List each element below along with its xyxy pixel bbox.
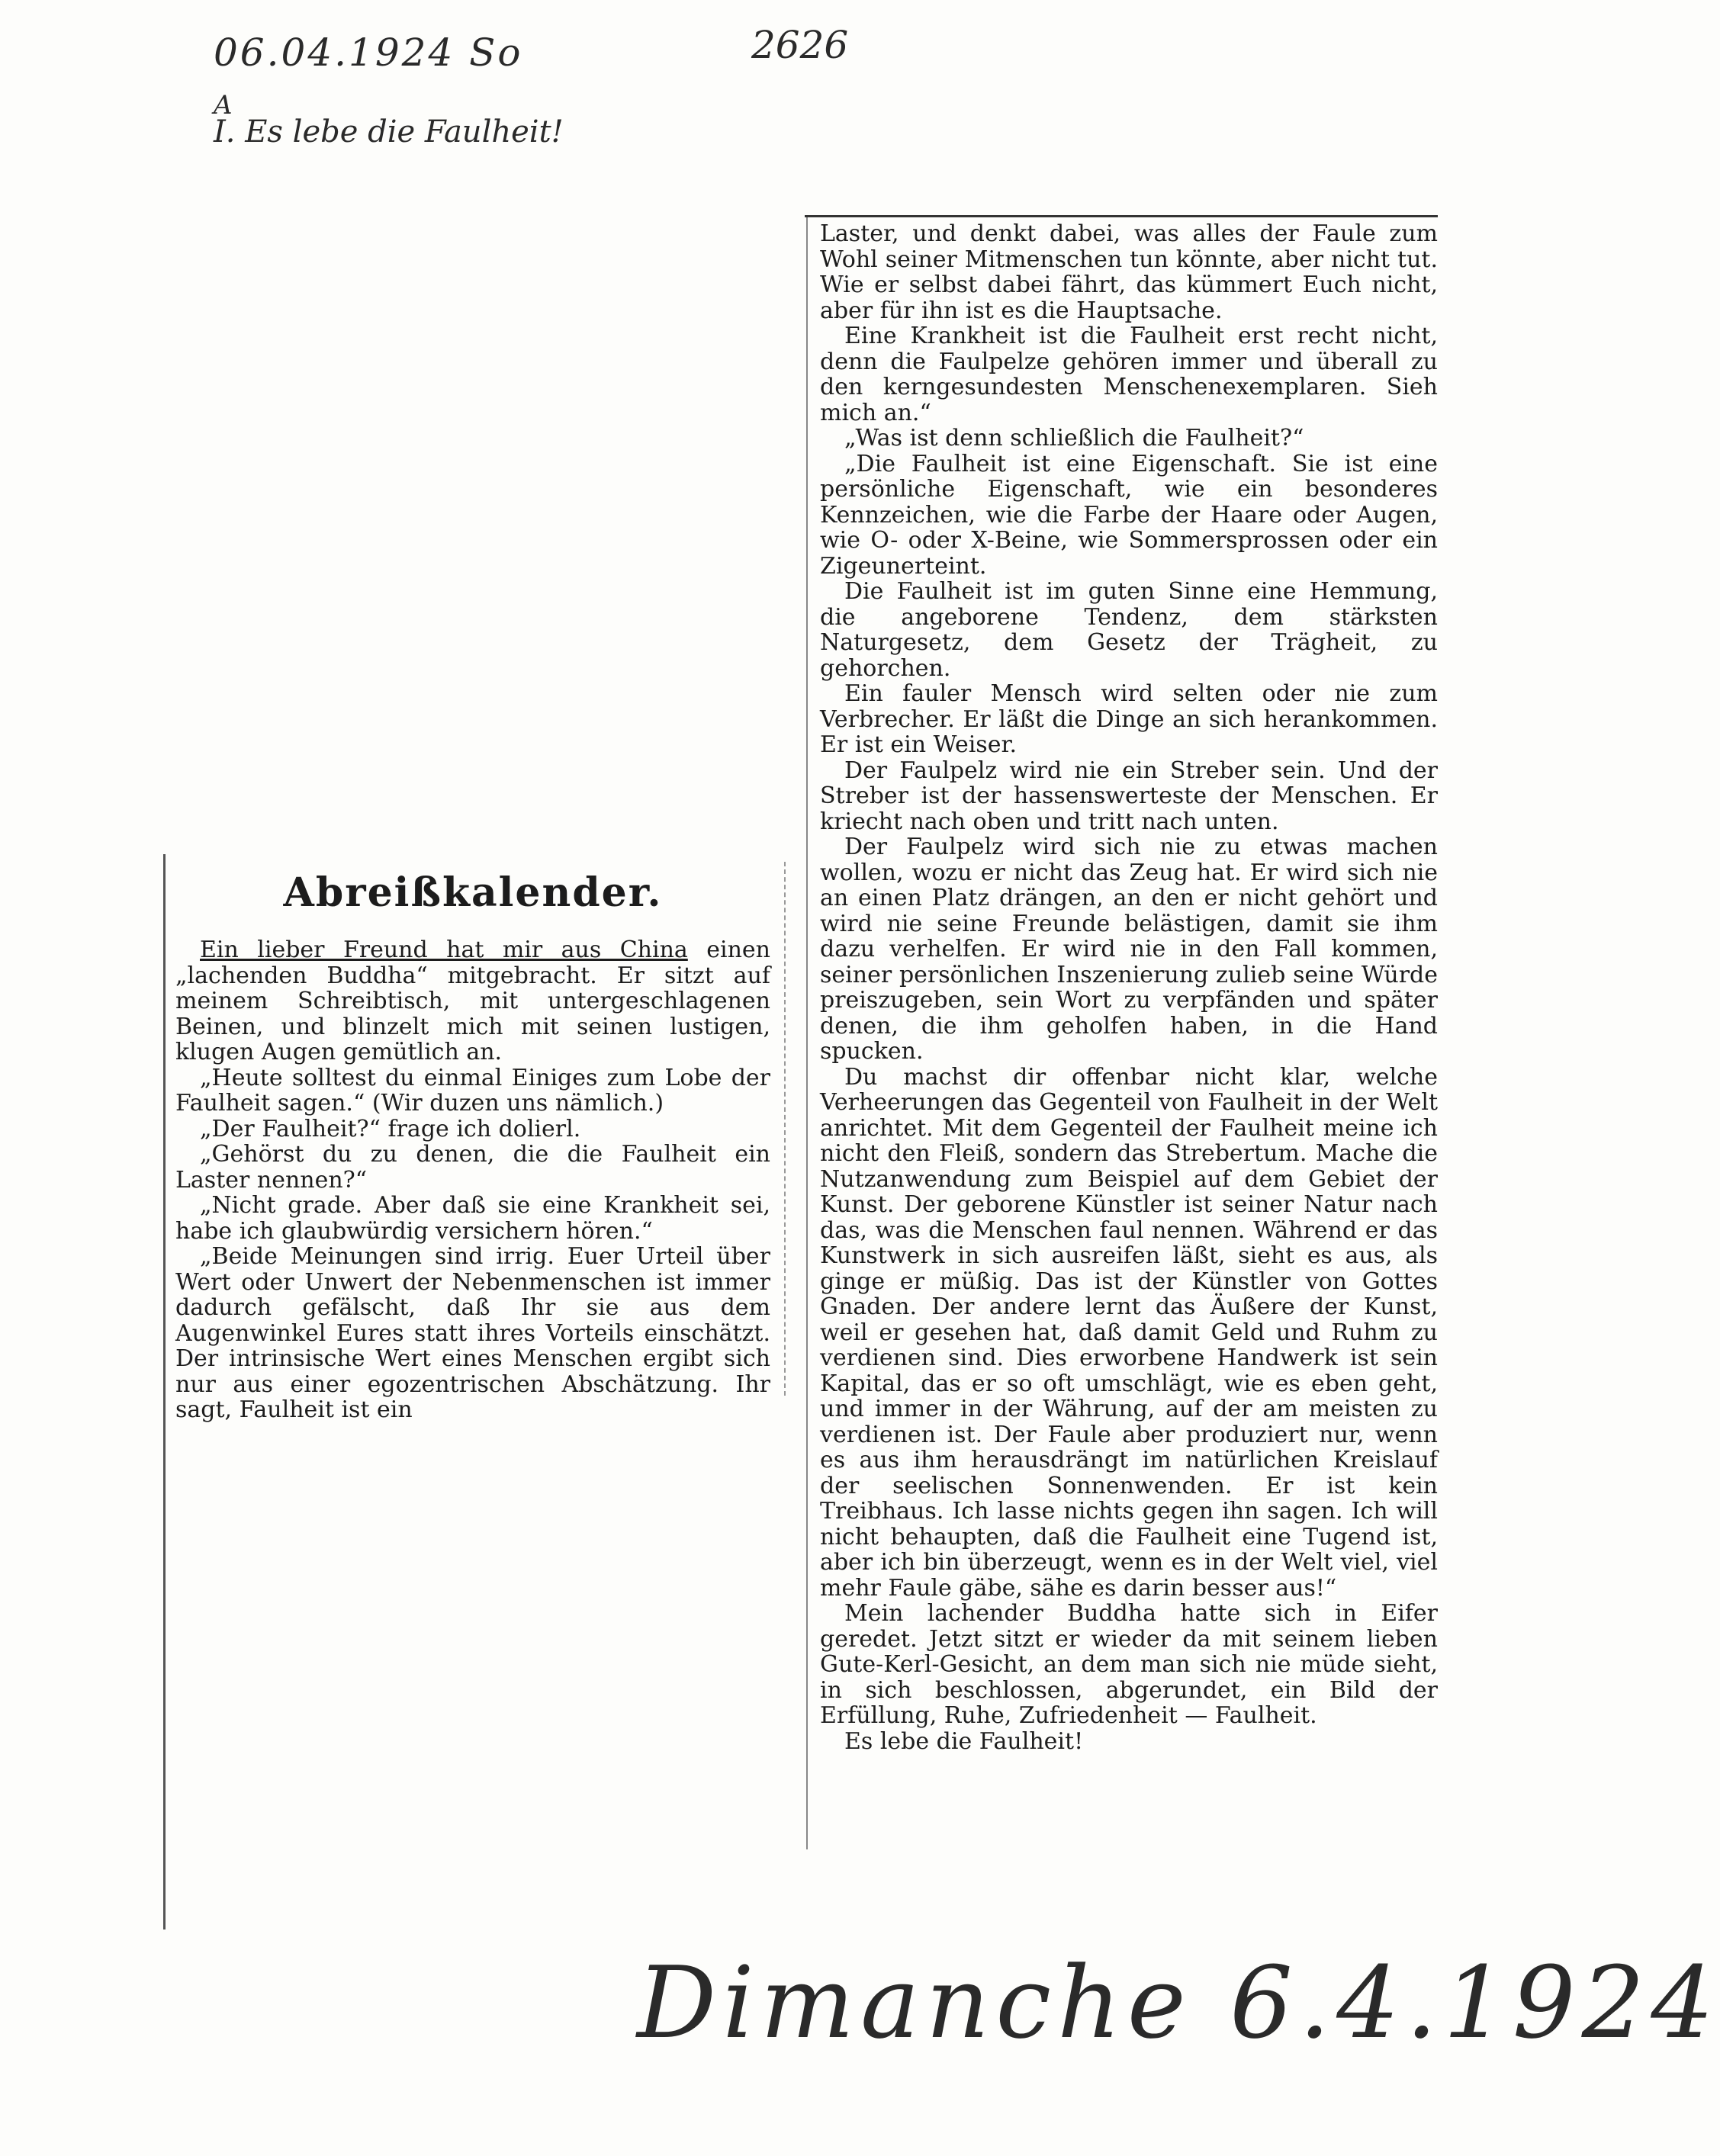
article-paragraph: „Nicht grade. Aber daß sie eine Krankheit sei, habe ich glaubwürdig versichern hören.“ bbox=[175, 1192, 770, 1245]
column-rule bbox=[805, 215, 1438, 217]
paragraph-text: einen „lachenden Buddha“ mitgebracht. Er sitzt auf meinem Schreibtisch, mit untergeschlagenen Beinen, und blinzelt mich mit seinen lustigen, klugen Augen gemütlich an. bbox=[175, 937, 770, 1065]
handwritten-note: I. Es lebe die Faulheit! bbox=[214, 114, 564, 149]
article-paragraph: Der Faulpelz wird nie ein Streber sein. Und der Streber ist der hassenswerteste der Menschen. Er kriecht nach oben und tritt nach unten. bbox=[820, 757, 1438, 835]
handwritten-date: 06.04.1924 So bbox=[214, 31, 523, 75]
article-lede: Ein lieber Freund hat mir aus China bbox=[200, 937, 688, 963]
article-paragraph: Der Faulpelz wird sich nie zu etwas machen wollen, wozu er nicht das Zeug hat. Er wird sich nie an einen Platz drängen, an den er nicht gehört und wird nie seine Freunde belästigen, damit sie ihm dazu verhelfen. Er wird nie in den Fall kommen, seiner persönlichen Inszenierung zulieb seine Würde preiszugeben, sein Wort zu verpfänden und später denen, die ihm geholfen haben, in die Hand spucken. bbox=[820, 834, 1438, 1065]
left-column-clipping bbox=[175, 862, 770, 1423]
right-column-clipping bbox=[820, 221, 1438, 1754]
handwritten-mark: A bbox=[214, 90, 233, 120]
article-paragraph: Eine Krankheit ist die Faulheit erst recht nicht, denn die Faulpelze gehören immer und überall zu den kerngesundesten Menschenexemplaren. Sieh mich an.“ bbox=[820, 323, 1438, 426]
article-paragraph: „Beide Meinungen sind irrig. Euer Urteil über Wert oder Unwert der Nebenmenschen ist immer dadurch gefälscht, daß Ihr sie aus dem Augenwinkel Eures statt ihres Vorteils einschätzt. Der intrinsische Wert eines Menschen ergibt sich nur aus einer egozentrischen Abschätzung. Ihr sagt, Faulheit ist ein bbox=[175, 1243, 770, 1423]
article-paragraph: Ein fauler Mensch wird selten oder nie zum Verbrecher. Er läßt die Dinge an sich herankommen. Er ist ein Weiser. bbox=[820, 680, 1438, 758]
article-paragraph: „Was ist denn schließlich die Faulheit?“ bbox=[844, 425, 1304, 451]
article-paragraph bbox=[175, 937, 770, 1065]
article-title: Abreißkalender. bbox=[283, 869, 663, 916]
article-paragraph: „Die Faulheit ist eine Eigenschaft. Sie ist eine persönliche Eigenschaft, wie ein besonderes Kennzeichen, wie die Farbe der Haare oder Augen, wie O- oder X-Beine, wie Sommersprossen oder ein Zigeunerteint. bbox=[820, 450, 1438, 580]
article-paragraph: Du machst dir offenbar nicht klar, welche Verheerungen das Gegenteil von Faulheit in der Welt anrichtet. Mit dem Gegenteil der Faulheit meine ich nicht den Fleiß, sondern das Strebertum. Mache die Nutzanwendung zum Beispiel auf dem Gebiet der Kunst. Der geborene Künstler ist seiner Natur nach das, was die Menschen faul nennen. Während er das Kunstwerk in sich ausreifen läßt, sieht es aus, als ginge er müßig. Das ist der Künstler von Gottes Gnaden. Der andere lernt das Äußere der Kunst, weil er gesehen hat, daß damit Geld und Ruhm zu verdienen sind. Dies erworbene Handwerk ist sein Kapital, das er so oft umschlägt, wie es eben geht, und immer in der Währung, auf der am meisten zu verdienen ist. Der Faule aber produziert nur, wenn es aus ihm herausdrängt im natürlichen Kreislauf der seelischen Sonnenwenden. Er ist kein Treibhaus. Ich lasse nichts gegen ihn sagen. Ich will nicht behaupten, daß die Faulheit eine Tugend ist, aber ich bin überzeugt, wenn es in der Welt viel, viel mehr Faule gäbe, sähe es darin besser aus!“ bbox=[820, 1063, 1438, 1602]
article-paragraph: Mein lachender Buddha hatte sich in Eifer geredet. Jetzt sitzt er wieder da mit seinem lieben Gute-Kerl-Gesicht, an dem man sich nie müde sieht, in sich beschlossen, abgerundet, ein Bild der Erfüllung, Ruhe, Zufriedenheit — Faulheit. bbox=[820, 1600, 1438, 1729]
article-paragraph: „Gehörst du zu denen, die die Faulheit ein Laster nennen?“ bbox=[175, 1141, 770, 1194]
article-paragraph: „Heute solltest du einmal Einiges zum Lobe der Faulheit sagen.“ (Wir duzen uns nämlich.) bbox=[175, 1064, 770, 1117]
handwritten-date-bottom: Dimanche 6.4.1924 bbox=[637, 1945, 1720, 2061]
article-closing: Es lebe die Faulheit! bbox=[844, 1727, 1084, 1755]
handwritten-number: 2626 bbox=[751, 23, 849, 67]
article-paragraph: „Der Faulheit?“ frage ich dolierl. bbox=[200, 1115, 581, 1142]
article-paragraph: Die Faulheit ist im guten Sinne eine Hemmung, die angeborene Tendenz, dem stärksten Naturgesetz, dem Gesetz der Trägheit, zu gehorchen. bbox=[820, 578, 1438, 682]
article-paragraph: Laster, und denkt dabei, was alles der Faule zum Wohl seiner Mitmenschen tun könnte, aber nicht tut. Wie er selbst dabei fährt, das kümmert Euch nicht, aber für ihn ist es die Hauptsache. bbox=[820, 220, 1438, 324]
